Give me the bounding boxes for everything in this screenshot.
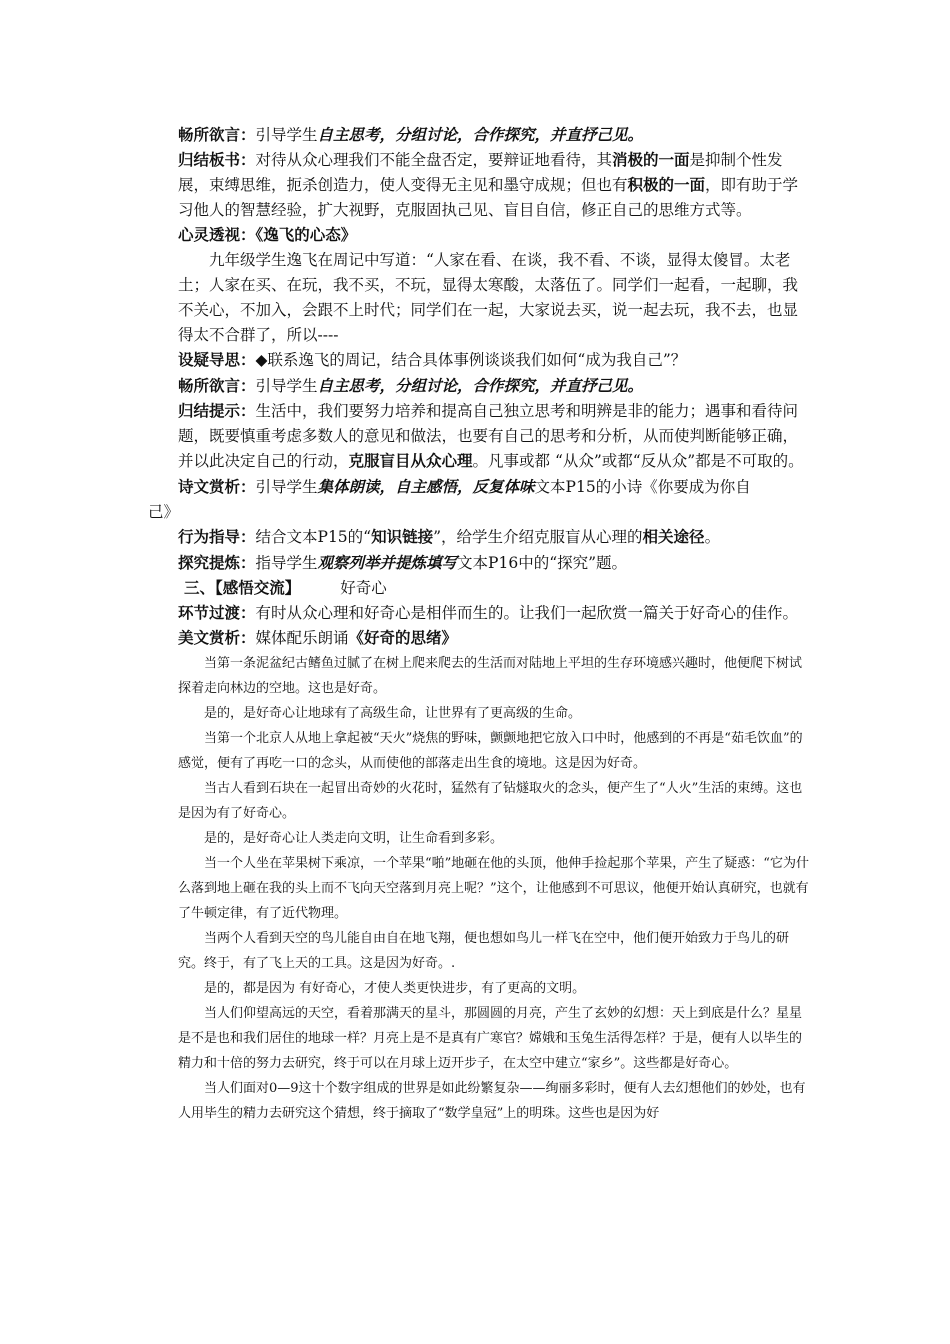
body-text: 是抑制个性发展，束缚思维，扼杀创造力，使人变得无主见和墨守成规；但也有 xyxy=(178,151,783,194)
body-text: 对待从众心理我们不能全盘否定，要辩证地看待，其 xyxy=(255,151,613,169)
essay-body xyxy=(178,651,812,1126)
bold-text: 消极的一面 xyxy=(612,151,690,169)
body-text: 文本P15的小诗《你要成为你自 xyxy=(534,478,751,496)
section-label: 畅所欲言： xyxy=(178,377,256,395)
case-title: 《逸飞的心态》 xyxy=(255,226,357,244)
essay-paragraph: 是的，都是因为 有好奇心，才使人类更快进步，有了更高的文明。 xyxy=(204,981,586,996)
section-label: 诗文赏析： xyxy=(178,478,256,496)
section-label: 环节过渡： xyxy=(178,604,256,622)
discussion-paragraph-1 xyxy=(178,122,812,148)
essay-paragraph: 当人们仰望高远的天空，看着那满天的星斗，那圆圆的月亮，产生了玄妙的幻想：天上到底是什么？星星是不是也和我们居住的地球一样？月亮上是不是真有广寒官？嫦娥和玉兔生活得怎样？于是，便有人以毕生的精力和十倍的努力去研究，终于可以在月球上迈开步子，在太空中建立“家乡”。这些都是好奇心。 xyxy=(178,1006,803,1071)
body-text: 有时从众心理和好奇心是相伴而生的。让我们一起欣赏一篇关于好奇心的佳作。 xyxy=(255,604,799,622)
body-text: ◆联系逸飞的周记，结合具体事例谈谈我们如何“成为我自己”？ xyxy=(255,351,687,369)
guidance-paragraph xyxy=(178,525,812,550)
inquiry-paragraph xyxy=(178,550,812,576)
body-text: 引导学生 xyxy=(255,377,318,395)
bold-text: 知识链接 xyxy=(371,528,434,546)
section-topic: 好奇心 xyxy=(340,579,387,597)
section-label: 行为指导： xyxy=(178,528,256,546)
emphasis-text: 集体朗读，自主感悟，反复体味 xyxy=(317,477,535,496)
body-text: 生活中，我们要努力培养和提高自己独立思考和明辨是非的能力；遇事和看待问题，既要慎重考虑多数人的意见和做法，也要有自己的思考和分析，从而使判断能够正确，并以此决定自己的行动， xyxy=(178,402,799,470)
essay-title: 《好奇的思绪》 xyxy=(348,629,458,647)
body-text: 结合文本P15的“ xyxy=(255,528,372,546)
body-text: 媒体配乐朗诵 xyxy=(255,629,349,647)
summary-paragraph xyxy=(178,148,812,223)
transition-paragraph xyxy=(178,601,812,626)
emphasis-text: 观察列举并提炼填写 xyxy=(317,553,458,572)
document-body xyxy=(148,122,812,1126)
body-text: 文本P16中的“探究”题。 xyxy=(457,554,628,572)
essay-paragraph: 是的，是好奇心让地球有了高级生命，让世界有了更高级的生命。 xyxy=(204,706,582,721)
bold-text: 相关途径 xyxy=(642,528,705,546)
body-text: 引导学生 xyxy=(255,478,318,496)
section-label: 畅所欲言： xyxy=(178,126,256,144)
poem-paragraph-tail: 己》 xyxy=(148,503,180,521)
essay-paragraph: 当古人看到石块在一起冒出奇妙的火花时，猛然有了钻燧取火的念头，便产生了“人火”生活的束缚。这也是因为有了好奇心。 xyxy=(178,781,803,821)
emphasis-text: 自主思考，分组讨论，合作探究，并直抒己见。 xyxy=(317,376,644,395)
body-text: 。 xyxy=(704,528,721,546)
section-label: 设疑导思： xyxy=(178,351,256,369)
section-label: 探究提炼： xyxy=(178,554,256,572)
body-text: ”，给学生介绍克服盲从心理的 xyxy=(433,528,643,546)
essay-paragraph: 当两个人看到天空的鸟儿能自由自在地飞翔，便也想如鸟儿一样飞在空中，他们便开始致力于鸟儿的研究。终于，有了飞上天的工具。这是因为好奇。. xyxy=(178,931,790,971)
essay-paragraph: 当第一个北京人从地上拿起被“天火”烧焦的野味，颤颤地把它放入口中时，他感到的不再是“茹毛饮血”的感觉，便有了再吃一口的念头，从而使他的部落走出生食的境地。这是因为好奇。 xyxy=(178,731,803,771)
essay-paragraph: 当人们面对0—9这十个数字组成的世界是如此纷繁复杂——绚丽多彩时，便有人去幻想他们的妙处，也有人用毕生的精力去研究这个猜想，终于摘取了“数学皇冠”上的明珠。这些也是因为好 xyxy=(178,1081,806,1121)
body-text: 引导学生 xyxy=(255,126,318,144)
section-label: 归结提示： xyxy=(178,402,256,420)
essay-paragraph: 当一个人坐在苹果树下乘凉，一个苹果“啪”地砸在他的头顶，他伸手捡起那个苹果，产生了疑惑：“它为什么落到地上砸在我的头上而不飞向天空落到月亮上呢？”这个，让他感到不可思议，他便开始认真研究，也就有了牛顿定律，有了近代物理。 xyxy=(178,856,809,921)
section-label: 归结板书： xyxy=(178,151,256,169)
essay-paragraph: 是的，是好奇心让人类走向文明，让生命看到多彩。 xyxy=(204,831,504,846)
discussion-paragraph-2 xyxy=(178,373,812,399)
bold-text: 积极的一面 xyxy=(627,176,706,194)
reading-paragraph xyxy=(178,626,812,651)
body-text: 。凡事或都 “从众”或都“反从众”都是不可取的。 xyxy=(472,452,804,470)
section-heading: 三、【感悟交流】 xyxy=(184,579,301,597)
bold-text: 克服盲目从众心理 xyxy=(348,452,473,470)
conclusion-paragraph xyxy=(178,399,812,474)
essay-paragraph: 当第一条泥盆纪古鳍鱼过腻了在树上爬来爬去的生活而对陆地上平坦的生存环境感兴趣时，他便爬下树试探着走向林边的空地。这也是好奇。 xyxy=(178,656,803,696)
poem-paragraph xyxy=(178,474,812,500)
case-heading xyxy=(178,223,812,248)
body-text: 指导学生 xyxy=(255,554,318,572)
section-label: 心灵透视： xyxy=(178,226,256,244)
question-paragraph xyxy=(178,348,812,373)
case-story-paragraph: 九年级学生逸飞在周记中写道：“人家在看、在谈，我不看、不谈，显得太傻冒。太老土；人家在买、在玩，我不买，不玩，显得太寒酸，太落伍了。同学们一起看，一起聊，我不关心，不加入，会跟不上时代；同学们在一起，大家说去买，说一起去玩，我不去，也显得太不合群了，所以---- xyxy=(178,251,799,344)
body-text: ，即有助于学习他人的智慧经验，扩大视野，克服固执己见、盲目自信，修正自己的思维方式等。 xyxy=(178,176,799,219)
section-three-heading xyxy=(178,576,812,601)
section-label: 美文赏析： xyxy=(178,629,256,647)
emphasis-text: 自主思考，分组讨论，合作探究，并直抒己见。 xyxy=(317,125,644,144)
